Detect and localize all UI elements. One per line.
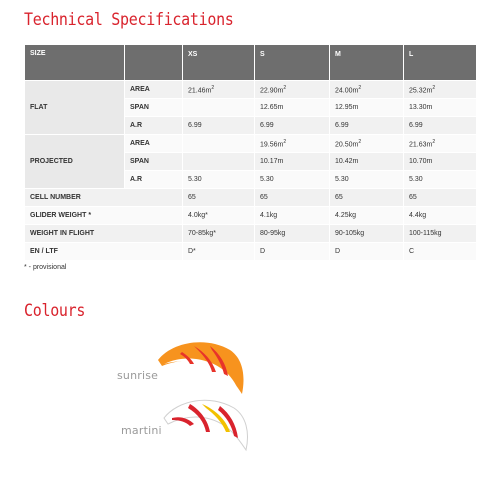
section-title-colours: Colours	[24, 300, 86, 321]
row-label: CELL NUMBER	[25, 189, 183, 207]
row-label: A.R	[125, 117, 183, 135]
cell: 10.70m	[404, 153, 477, 171]
table-row	[25, 81, 477, 99]
spec-table	[24, 44, 477, 261]
group-flat: FLAT	[25, 81, 125, 135]
header-xs: XS	[183, 45, 255, 81]
cell: 10.17m	[255, 153, 330, 171]
wing-canopy	[158, 342, 244, 394]
page-title: Technical Specifications	[24, 9, 234, 30]
row-label: GLIDER WEIGHT *	[25, 207, 183, 225]
cell: $22.90m^2$	[255, 81, 330, 99]
cell: D	[255, 243, 330, 261]
cell: 100-115kg	[404, 225, 477, 243]
cell: 4.1kg	[255, 207, 330, 225]
table-row	[25, 225, 477, 243]
cell: D*	[183, 243, 255, 261]
cell: 6.99	[255, 117, 330, 135]
row-label: SPAN	[125, 153, 183, 171]
cell: $25.32m^2$	[404, 81, 477, 99]
row-label: AREA	[125, 135, 183, 153]
cell: 65	[255, 189, 330, 207]
table-row	[25, 207, 477, 225]
row-label: WEIGHT IN FLIGHT	[25, 225, 183, 243]
cell: 70-85kg*	[183, 225, 255, 243]
cell: D	[330, 243, 404, 261]
header-s: S	[255, 45, 330, 81]
cell: 4.25kg	[330, 207, 404, 225]
cell: $20.50m^2$	[330, 135, 404, 153]
footnote: * - provisional	[24, 264, 67, 271]
cell: 5.30	[330, 171, 404, 189]
cell: 12.65m	[255, 99, 330, 117]
header-empty	[125, 45, 183, 81]
table-header-row	[25, 45, 477, 81]
colour-name-sunrise: sunrise	[117, 369, 159, 382]
header-m: M	[330, 45, 404, 81]
cell: 65	[330, 189, 404, 207]
header-size: SIZE	[25, 45, 125, 81]
cell: 4.0kg*	[183, 207, 255, 225]
cell: 65	[404, 189, 477, 207]
colour-name-martini: martini	[121, 424, 162, 437]
cell: 90-105kg	[330, 225, 404, 243]
wing-accent-stripe	[172, 417, 194, 426]
cell: 4.4kg	[404, 207, 477, 225]
martini-wing-image	[160, 394, 250, 452]
table-row	[25, 189, 477, 207]
cell: 10.42m	[330, 153, 404, 171]
cell: $21.46m^2$	[183, 81, 255, 99]
group-projected: PROJECTED	[25, 135, 125, 189]
cell: $24.00m^2$	[330, 81, 404, 99]
table-row	[25, 135, 477, 153]
row-label: AREA	[125, 81, 183, 99]
cell: $19.56m^2$	[255, 135, 330, 153]
cell: 65	[183, 189, 255, 207]
cell: 6.99	[404, 117, 477, 135]
cell: $21.63m^2$	[404, 135, 477, 153]
header-l: L	[404, 45, 477, 81]
cell: C	[404, 243, 477, 261]
cell: 12.95m	[330, 99, 404, 117]
cell: 5.30	[404, 171, 477, 189]
row-label: EN / LTF	[25, 243, 183, 261]
row-label: SPAN	[125, 99, 183, 117]
sunrise-wing-image	[154, 338, 246, 396]
cell: 6.99	[330, 117, 404, 135]
cell: 5.30	[183, 171, 255, 189]
cell	[183, 135, 255, 153]
table-row	[25, 243, 477, 261]
cell: 5.30	[255, 171, 330, 189]
cell	[183, 153, 255, 171]
row-label: A.R	[125, 171, 183, 189]
cell: 13.30m	[404, 99, 477, 117]
cell: 6.99	[183, 117, 255, 135]
cell: 80-95kg	[255, 225, 330, 243]
cell	[183, 99, 255, 117]
